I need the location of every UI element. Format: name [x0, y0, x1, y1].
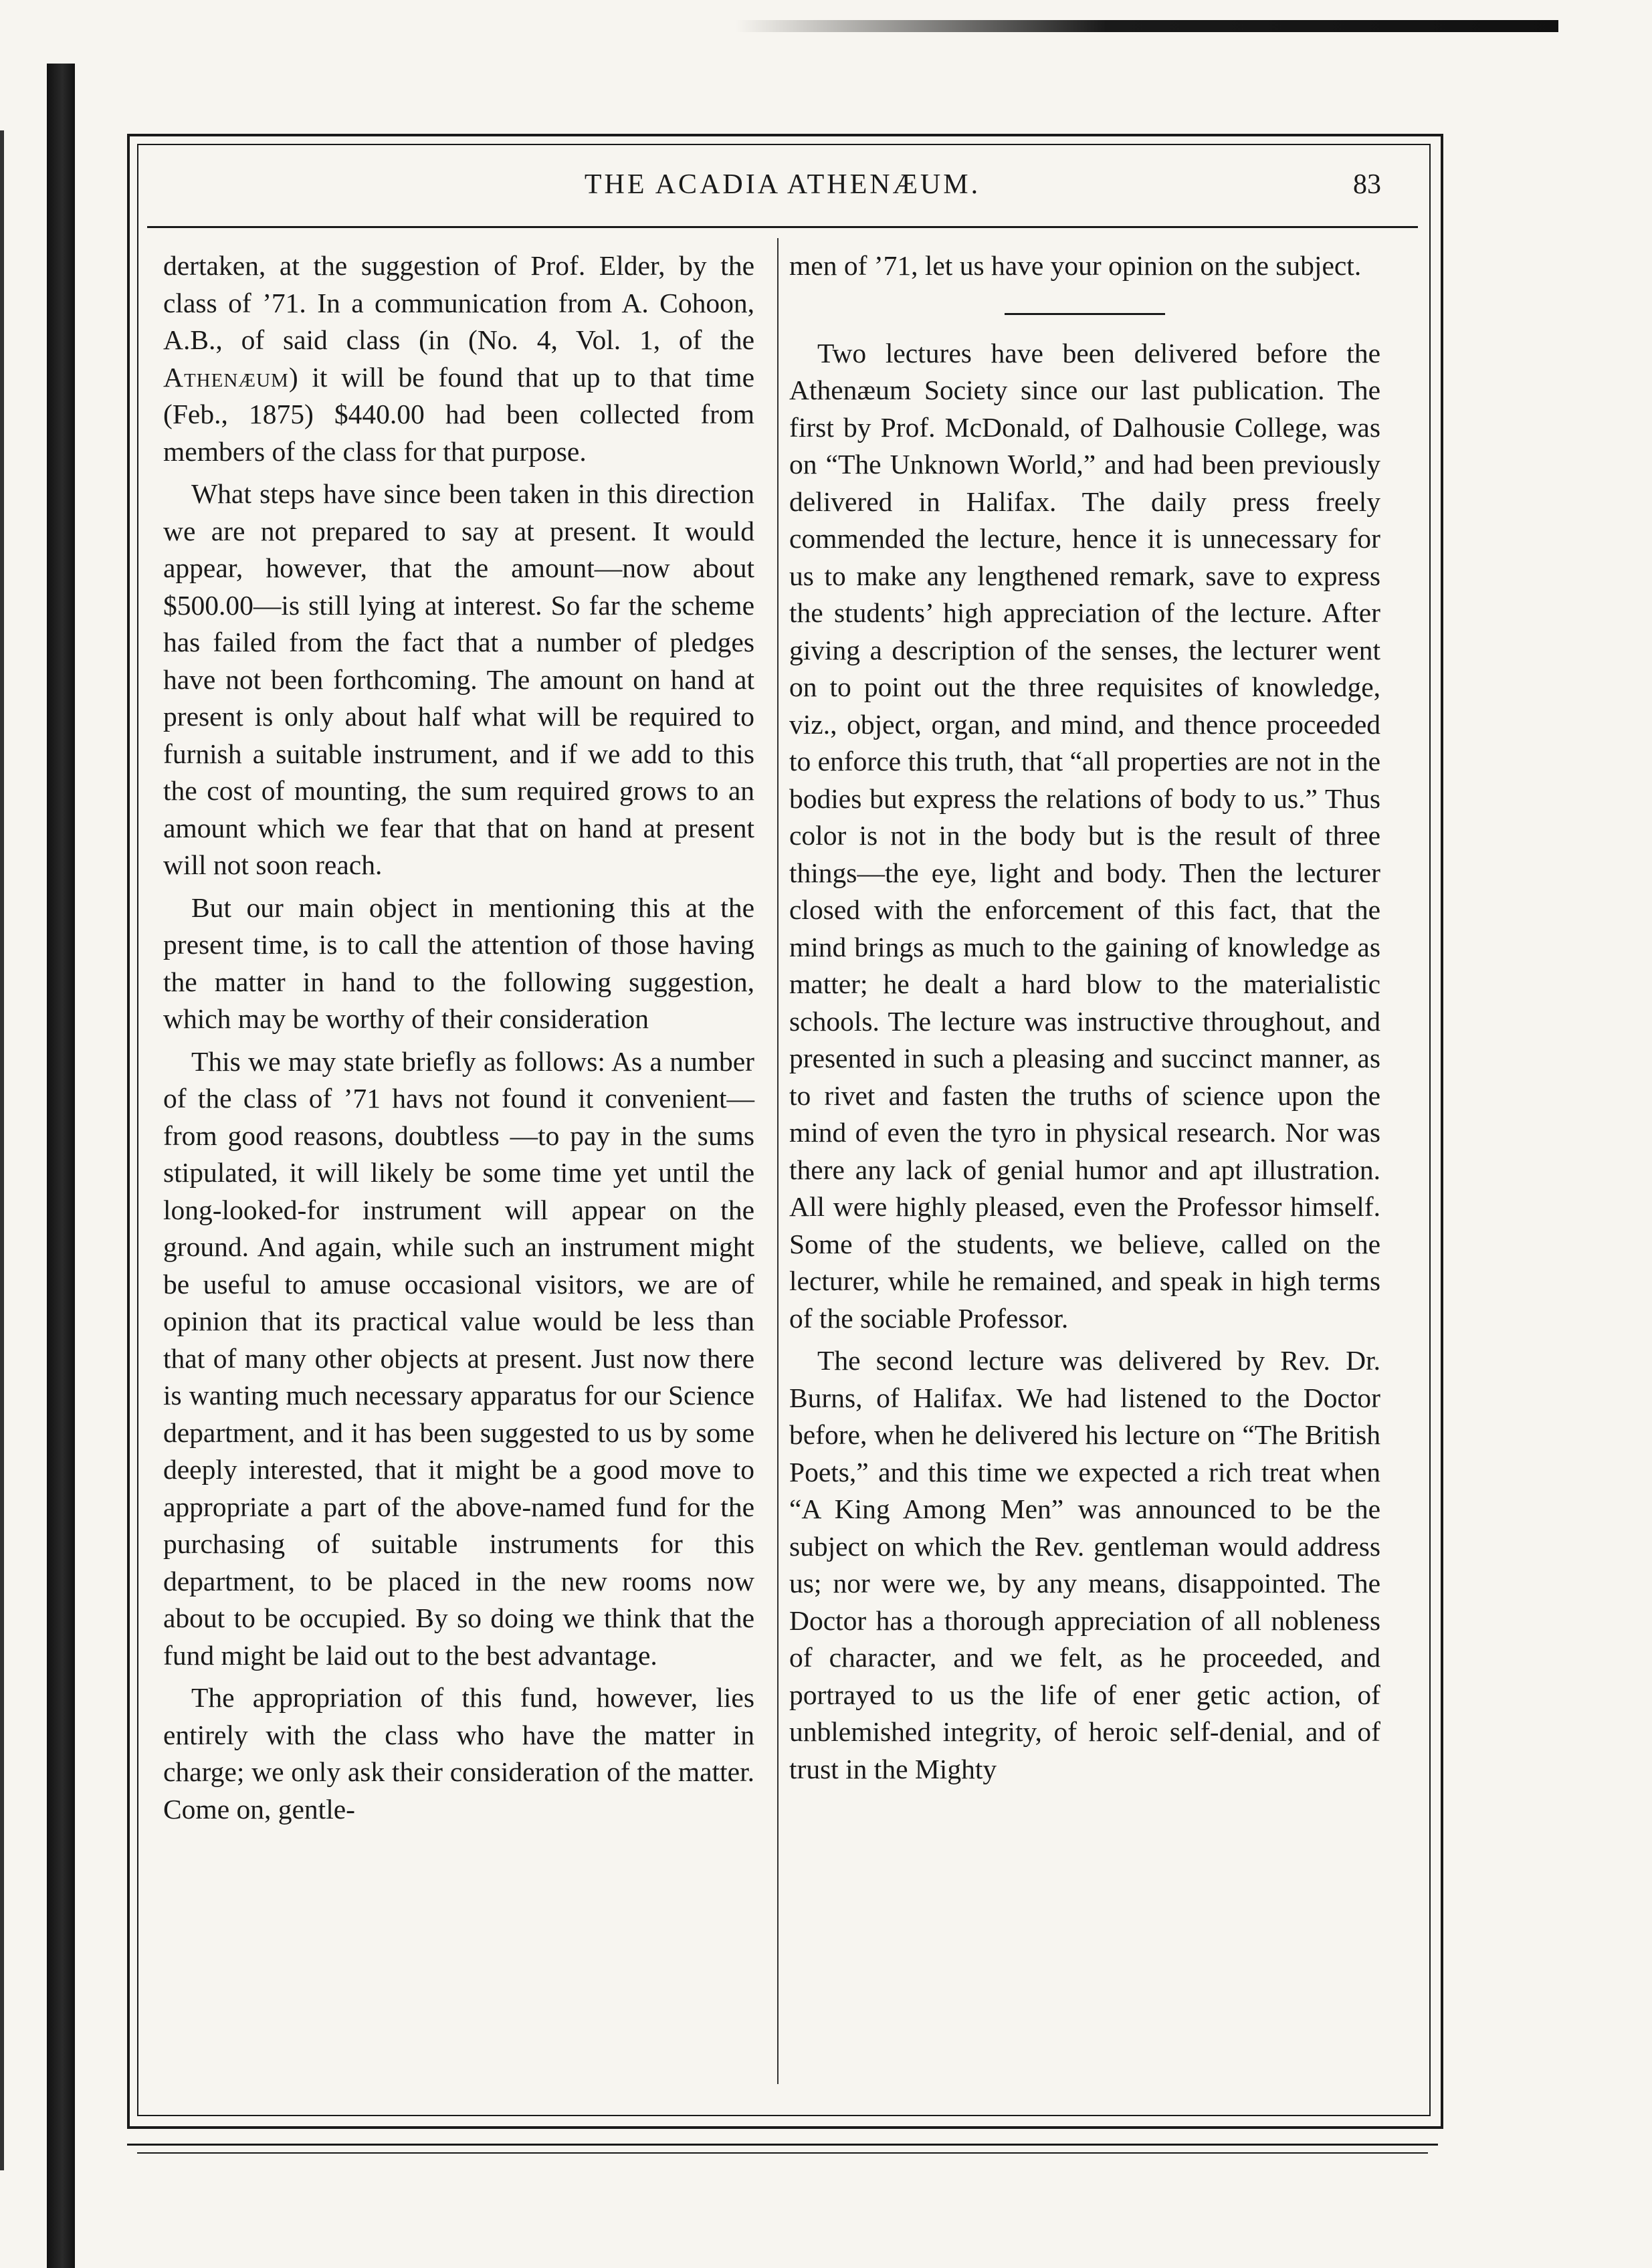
- right-paragraph-1: men of ’71, let us have your opinion on the subject.: [789, 250, 1362, 281]
- page-edge-shadow: [0, 130, 4, 2170]
- page-number: 83: [1353, 169, 1381, 200]
- header-rule: [147, 226, 1418, 228]
- column-divider: [777, 238, 779, 2084]
- left-paragraph-3: But our main object in mentioning this at the present time, is to call the attention of those having the matter in hand to the following suggestion, which may be worthy of their consideration: [163, 892, 754, 1034]
- left-paragraph-1-text: dertaken, at the suggestion of Prof. Elder, by the class of ’71. In a communication from A. Cohoon, A.B., of said class (in (No. 4, Vol. 1, of the: [163, 250, 754, 355]
- left-paragraph-2: What steps have since been taken in this direction we are not prepared to say at present. It would appear, however, that the amount—now about $500.00—is still lying at interest. So far the scheme has failed from the fact that a number of pledges have not been forthcoming. The amount on hand at present is only about half what will be required to furnish a suitable instrument, and if we add to this the cost of mounting, the sum required grows to an amount which we fear that that on hand at present will not soon reach.: [163, 478, 754, 880]
- left-paragraph-1: [163, 247, 754, 470]
- page-header: [144, 169, 1421, 222]
- left-paragraph-5: The appropriation of this fund, however, lies entirely with the class who have the matter in charge; we only ask their consideration of the matter. Come on, gentle-: [163, 1682, 754, 1825]
- book-spine: [47, 64, 75, 2268]
- journal-name: Athenæum: [163, 361, 289, 393]
- bottom-rule-inner: [137, 2152, 1428, 2154]
- section-divider: [1005, 313, 1165, 315]
- left-column: [163, 247, 754, 1828]
- left-paragraph-4: This we may state briefly as follows: As a number of the class of ’71 havs not found it convenient—from good reasons, doubtless —to pay in the sums stipulated, it will likely be some time yet until the long-looked-for instrument will appear on the ground. And again, while such an instrument might be useful to amuse occasional visitors, we are of opinion that its practical value would be less than that of many other objects at present. Just now there is wanting much necessary apparatus for our Science department, and it has been suggested to us by some deeply interested, that it might be a good move to appropriate a part of the above-named fund for the purchasing of suitable instruments for this department, to be placed in the new rooms now about to be occupied. By so doing we think that the fund might be laid out to the best advantage.: [163, 1045, 754, 1671]
- right-column: [789, 247, 1380, 1788]
- right-paragraph-3: The second lecture was delivered by Rev. Dr. Burns, of Halifax. We had listened to the Doctor before, when he delivered his lecture on “The British Poets,” and this time we expected a rich treat when “A King Among Men” was announced to be the subject on which the Rev. gentleman would address us; nor were we, by any means, disappointed. The Doctor has a thorough appreciation of all nobleness of character, and we felt, as he proceeded, and portrayed to us the life of ener getic action, of unblemished integrity, of heroic self-denial, and of trust in the Mighty: [789, 1345, 1380, 1784]
- right-paragraph-2: Two lectures have been delivered before the Athenæum Society since our last publication. The first by Prof. McDonald, of Dalhousie College, was on “The Unknown World,” and had been previously delivered in Halifax. The daily press freely commended the lecture, hence it is unnecessary for us to make any lengthened remark, save to express the students’ high appreciation of the lecture. After giving a description of the senses, the lecturer went on to point out the three requisites of knowledge, viz., object, organ, and mind, and thence proceeded to enforce this truth, that “all properties are not in the bodies but express the relations of body to us.” Thus color is not in the body but is the result of three things—the eye, light and body. Then the lecturer closed with the enforcement of this fact, that the mind brings as much to the gaining of knowledge as matter; he dealt a hard blow to the materialistic schools. The lecture was instructive throughout, and presented in such a pleasing and succinct manner, as to rivet and fasten the truths of science upon the mind of even the tyro in physical research. Nor was there any lack of genial humor and apt illustration. All were highly pleased, even the Professor himself. Some of the students, we believe, called on the lecturer, while he remained, and speak in high terms of the sociable Professor.: [789, 337, 1380, 1334]
- left-paragraph-1-end: ) it will be found that up to that time (Feb., 1875) $440.00 had been collected from members of the class for that purpose.: [163, 361, 754, 467]
- bottom-rule-outer: [127, 2144, 1438, 2146]
- running-title: THE ACADIA ATHENÆUM.: [584, 169, 981, 200]
- top-decorative-rule: [736, 20, 1558, 32]
